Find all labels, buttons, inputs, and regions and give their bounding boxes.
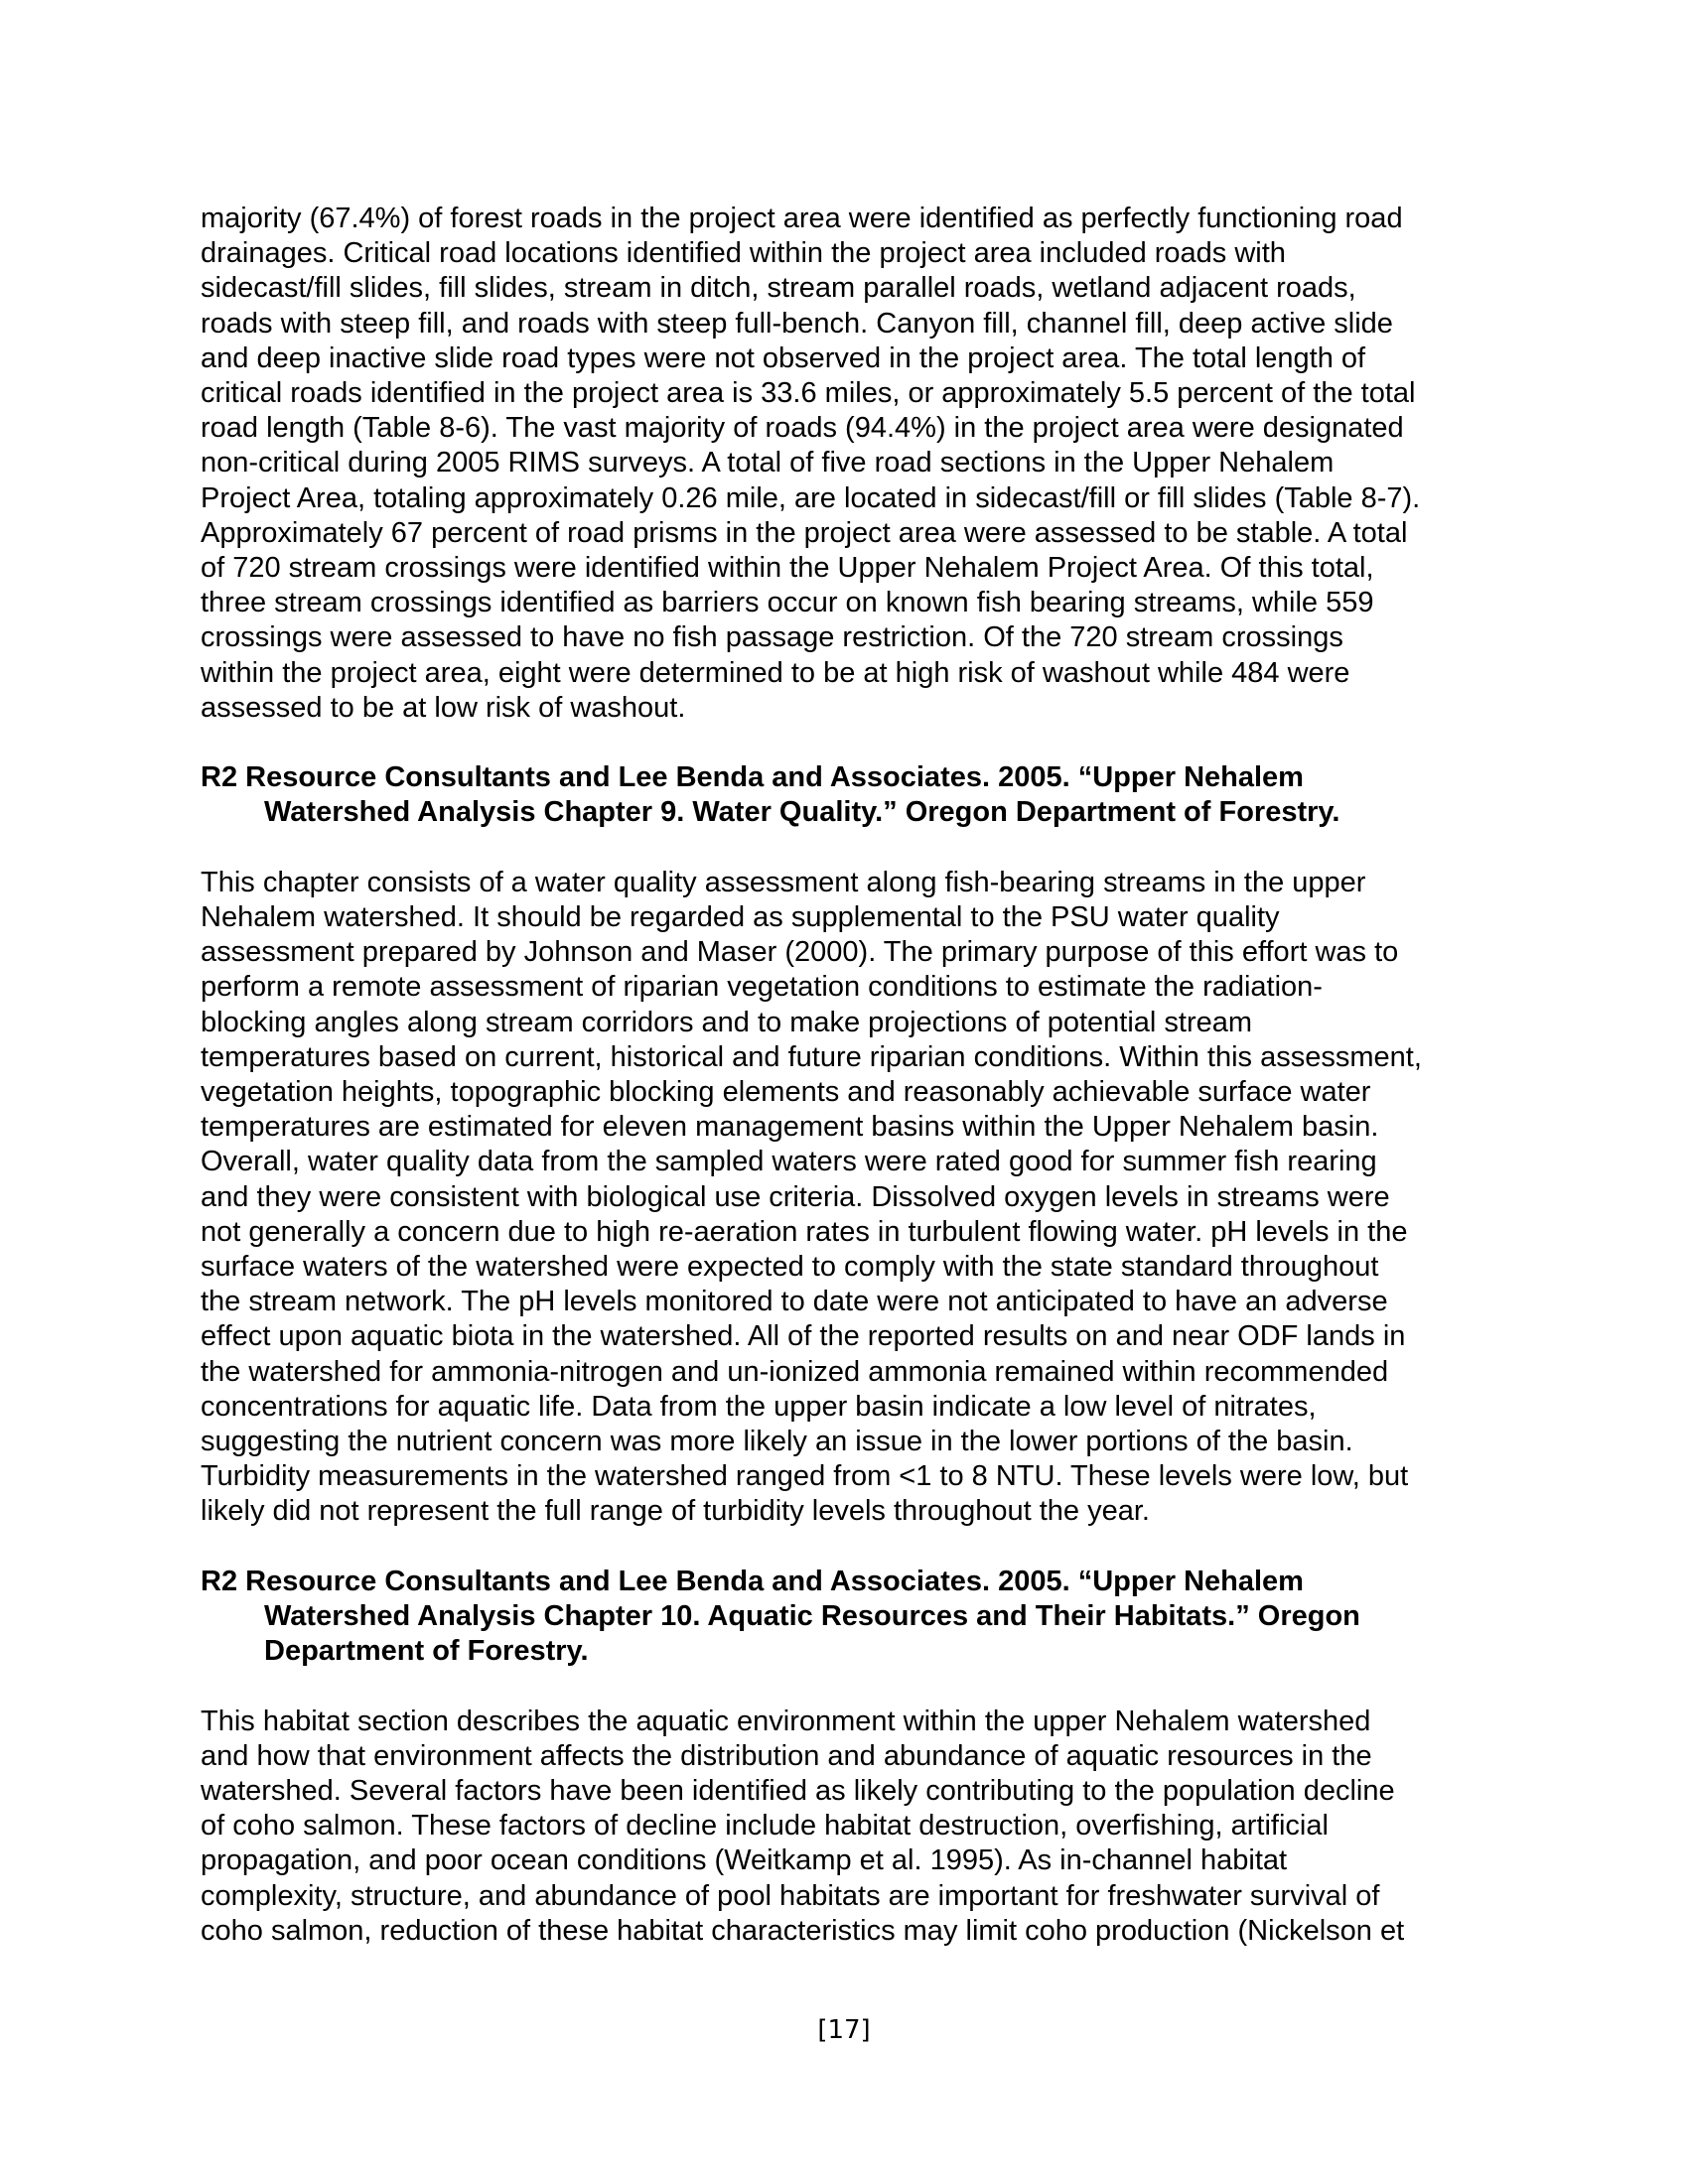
text-line: drainages. Critical road locations identified within the project area included roads with <box>201 237 1286 270</box>
text-line: Project Area, totaling approximately 0.26 mile, are located in sidecast/fill or fill slides (Table 8-7). <box>201 481 1421 514</box>
text-line: Turbidity measurements in the watershed ranged from <1 to 8 NTU. These levels were low, but <box>201 1460 1409 1493</box>
text-line: Overall, water quality data from the sampled waters were rated good for summer fish rearing <box>201 1146 1377 1178</box>
paragraph-aquatic-habitat <box>201 1705 1521 1949</box>
text-line: perform a remote assessment of riparian vegetation conditions to estimate the radiation- <box>201 971 1323 1004</box>
text-line: effect upon aquatic biota in the watershed. All of the reported results on and near ODF lands in <box>201 1320 1406 1353</box>
text-line: critical roads identified in the project area is 33.6 miles, or approximately 5.5 percent of the total <box>201 377 1416 410</box>
text-line: watershed. Several factors have been identified as likely contributing to the population decline <box>201 1775 1395 1808</box>
text-line: complexity, structure, and abundance of pool habitats are important for freshwater survival of <box>201 1879 1380 1912</box>
text-line: and how that environment affects the distribution and abundance of aquatic resources in the <box>201 1739 1372 1772</box>
text-line: roads with steep fill, and roads with steep full-bench. Canyon fill, channel fill, deep active slide <box>201 307 1393 340</box>
citation-aquatic-resources <box>201 1565 1521 1670</box>
text-line: majority (67.4%) of forest roads in the project area were identified as perfectly functioning road <box>201 203 1403 234</box>
text-line: surface waters of the watershed were expected to comply with the state standard throughout <box>201 1251 1379 1284</box>
paragraph-spacer <box>201 1530 1521 1565</box>
text-line: assessed to be at low risk of washout. <box>201 691 686 724</box>
text-line: blocking angles along stream corridors and to make projections of potential stream <box>201 1006 1253 1038</box>
text-line: temperatures based on current, historical and future riparian conditions. Within this assessment, <box>201 1040 1422 1073</box>
citation-line: Watershed Analysis Chapter 9. Water Quality.” Oregon Department of Forestry. <box>264 796 1340 829</box>
citation-line: Watershed Analysis Chapter 10. Aquatic Resources and Their Habitats.” Oregon <box>264 1600 1360 1633</box>
text-line: within the project area, eight were determined to be at high risk of washout while 484 were <box>201 656 1350 689</box>
page-number: [17] <box>817 2015 871 2045</box>
text-line: vegetation heights, topographic blocking elements and reasonably achievable surface water <box>201 1076 1371 1109</box>
paragraph-road-assessment <box>201 202 1521 726</box>
text-line: concentrations for aquatic life. Data from the upper basin indicate a low level of nitrates, <box>201 1390 1317 1423</box>
text-line: Approximately 67 percent of road prisms in the project area were assessed to be stable. A total <box>201 516 1408 549</box>
text-line: sidecast/fill slides, fill slides, stream in ditch, stream parallel roads, wetland adjacent roads, <box>201 272 1356 305</box>
text-line: temperatures are estimated for eleven management basins within the Upper Nehalem basin. <box>201 1111 1379 1144</box>
text-line: not generally a concern due to high re-aeration rates in turbulent flowing water. pH levels in the <box>201 1215 1408 1248</box>
text-line: crossings were assessed to have no fish passage restriction. Of the 720 stream crossings <box>201 621 1343 654</box>
text-line: This chapter consists of a water quality assessment along fish-bearing streams in the upper <box>201 866 1366 898</box>
text-line: the stream network. The pH levels monitored to date were not anticipated to have an adverse <box>201 1286 1388 1318</box>
text-line: and deep inactive slide road types were not observed in the project area. The total length of <box>201 341 1366 374</box>
text-line: the watershed for ammonia-nitrogen and un-ionized ammonia remained within recommended <box>201 1355 1389 1388</box>
citation-line: Department of Forestry. <box>264 1635 589 1668</box>
text-line: and they were consistent with biological use criteria. Dissolved oxygen levels in streams were <box>201 1180 1390 1213</box>
paragraph-spacer <box>201 831 1521 866</box>
citation-water-quality <box>201 760 1521 830</box>
text-line: road length (Table 8-6). The vast majority of roads (94.4%) in the project area were designated <box>201 412 1404 445</box>
text-line: of 720 stream crossings were identified within the Upper Nehalem Project Area. Of this total, <box>201 552 1374 585</box>
document-page <box>201 202 1521 1949</box>
text-line: This habitat section describes the aquatic environment within the upper Nehalem watershed <box>201 1705 1371 1737</box>
text-line: likely did not represent the full range of turbidity levels throughout the year. <box>201 1495 1150 1528</box>
text-line: suggesting the nutrient concern was more likely an issue in the lower portions of the basin. <box>201 1426 1353 1458</box>
text-line: of coho salmon. These factors of decline include habitat destruction, overfishing, artificial <box>201 1810 1329 1843</box>
text-line: assessment prepared by Johnson and Maser (2000). The primary purpose of this effort was to <box>201 936 1399 969</box>
text-line: propagation, and poor ocean conditions (Weitkamp et al. 1995). As in-channel habitat <box>201 1844 1288 1877</box>
paragraph-water-quality <box>201 866 1521 1530</box>
paragraph-spacer <box>201 726 1521 760</box>
text-line: coho salmon, reduction of these habitat characteristics may limit coho production (Nickelson et <box>201 1914 1405 1947</box>
paragraph-spacer <box>201 1669 1521 1704</box>
text-line: three stream crossings identified as barriers occur on known fish bearing streams, while 559 <box>201 587 1374 619</box>
text-line: Nehalem watershed. It should be regarded as supplemental to the PSU water quality <box>201 901 1280 934</box>
citation-line: R2 Resource Consultants and Lee Benda and Associates. 2005. “Upper Nehalem <box>201 1565 1304 1597</box>
citation-line: R2 Resource Consultants and Lee Benda and Associates. 2005. “Upper Nehalem <box>201 761 1304 794</box>
text-line: non-critical during 2005 RIMS surveys. A total of five road sections in the Upper Nehalem <box>201 447 1335 479</box>
